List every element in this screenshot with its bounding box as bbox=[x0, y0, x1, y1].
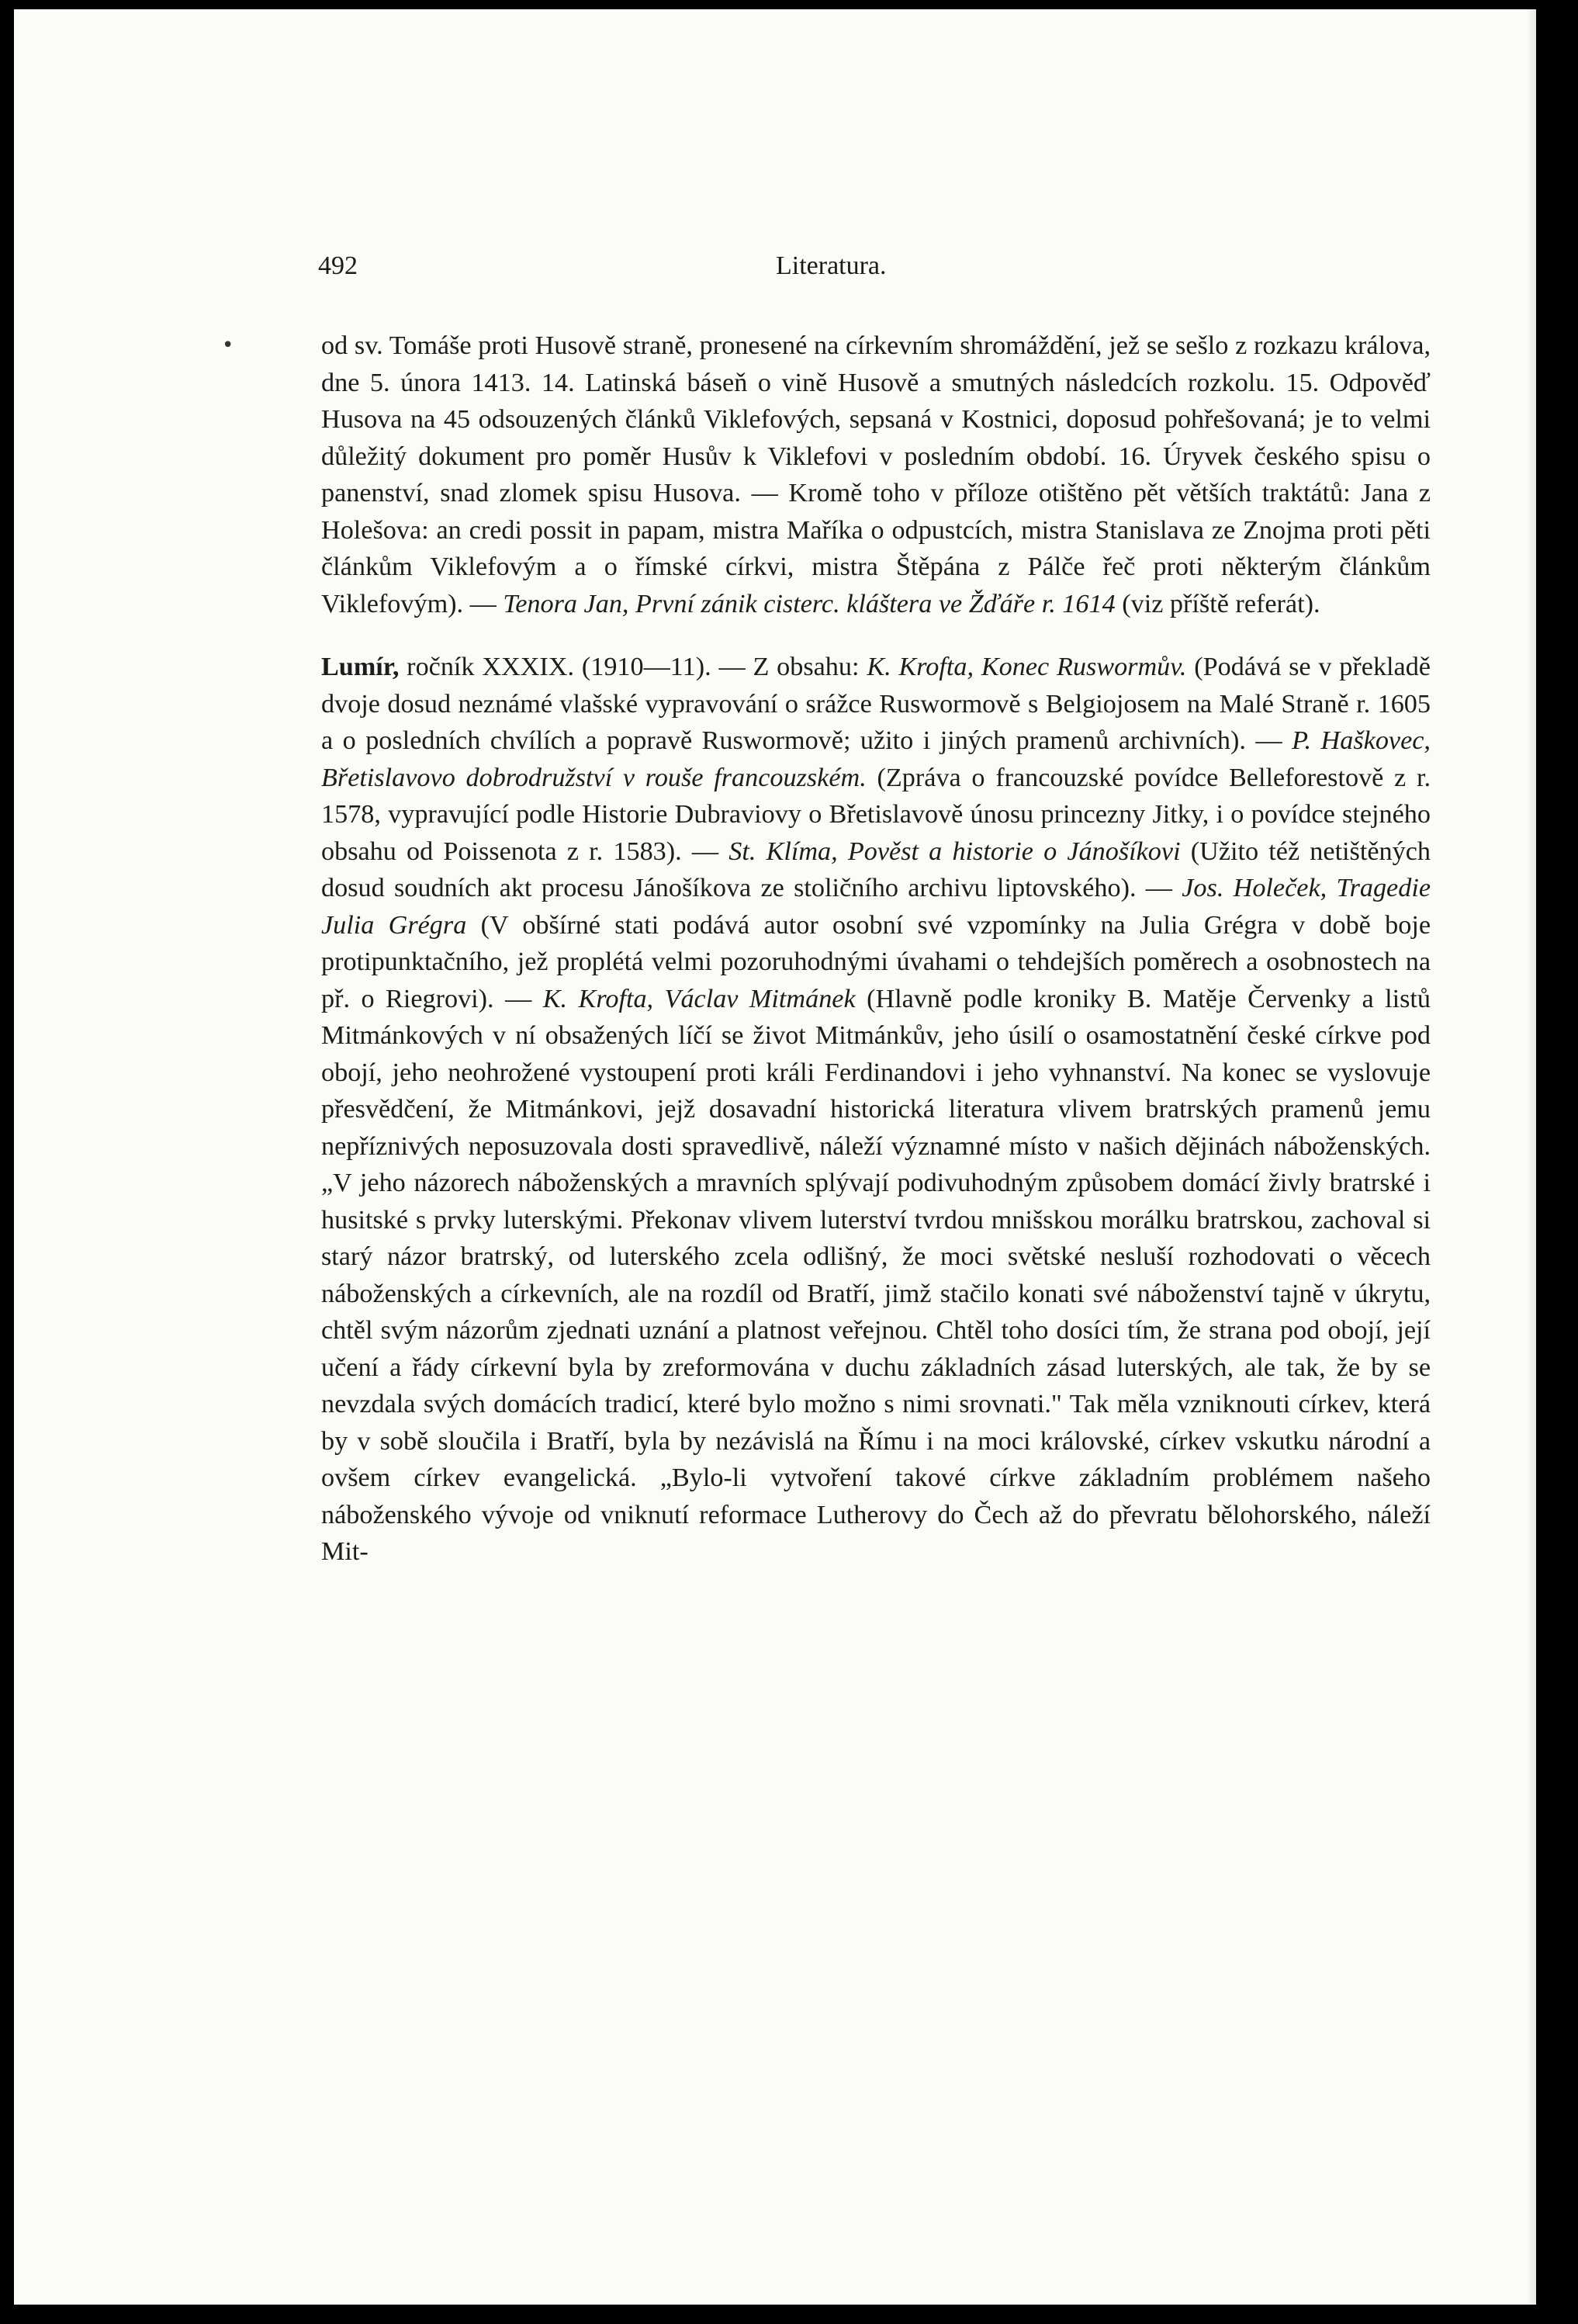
cited-article: P. Haškovec, Břetislavovo dobrodružství v rouše francouzském. bbox=[321, 726, 1431, 792]
paragraph-lumir bbox=[321, 649, 1431, 1571]
page-header bbox=[318, 251, 1426, 298]
book-page bbox=[14, 9, 1536, 2305]
running-title: Literatura. bbox=[776, 251, 887, 280]
cited-article: Jos. Holeček, Tragedie Julia Grégra bbox=[321, 874, 1431, 940]
paragraph-text: (V obšírné stati podává autor osobní své vzpomínky na Julia Grégra v době boje protipunktačního, jež proplétá velmi pozoruhodnými úvahami o tehdejších poměrech a osobnostech na př. o Riegrovi). — bbox=[321, 910, 1431, 1013]
body-text bbox=[321, 327, 1431, 1571]
paragraph-text: (Zpráva o francouzské povídce Belleforestově z r. 1578, vypravující podle Historie Dubraviovy o Břetislavově únosu princezny Jitky, i o povídce stejného obsahu od Poissenota z r. 1583). — bbox=[321, 763, 1431, 866]
cited-article: K. Krofta, Konec Ruswormův. bbox=[867, 653, 1187, 681]
paragraph-text: od sv. Tomáše proti Husově straně, pronesené na církevním shromáždění, jež se sešlo z rozkazu králova, dne 5. února 1413. 14. Latinská báseň o vině Husově a smutných následcích rozkolu. 15. Odpověď Husova na 45 odsouzených článků Viklefových, sepsaná v Kostnici, doposud pohřešovaná; je to velmi důležitý dokument pro poměr Husův k Viklefovi v posledním období. 16. Úryvek českého spisu o panenství, snad zlomek spisu Husova. — Kromě toho v příloze otištěno pět větších traktátů: Jana z Holešova: an credi possit in papam, mistra Maříka o odpustcích, mistra Stanislava ze Znojma proti pěti článkům Viklefovým a o římské církvi, mistra Štěpána z Pálče řeč proti některým článkům Viklefovým). — bbox=[321, 331, 1431, 618]
paragraph-text: (Podává se v překladě dvoje dosud neznámé vlašské vypravování o srážce Ruswormově s Belgiojosem na Malé Straně r. 1605 a o posledních chvílích a popravě Ruswormově; užito i jiných pramenů archivních). — bbox=[321, 653, 1431, 755]
page-number: 492 bbox=[318, 251, 358, 280]
page-edge-shadow bbox=[1527, 9, 1536, 2305]
journal-title: Lumír, bbox=[321, 653, 400, 681]
paragraph-text: (Užito též netištěných dosud soudních akt procesu Jánošíkova ze stoličního archivu liptovského). — bbox=[321, 836, 1431, 902]
paragraph-text: (viz příště referát). bbox=[1115, 589, 1320, 618]
paragraph-husova-polemika bbox=[321, 327, 1431, 622]
paragraph-text: (Hlavně podle kroniky B. Matěje Červenky a listů Mitmánkových v ní obsažených líčí se život Mitmánkův, jeho úsilí o osamostatnění české církve pod obojí, jeho neohrožené vystoupení proti králi Ferdinandovi i jeho vyhnanství. Na konec se vyslovuje přesvědčení, že Mitmánkovi, jejž dosavadní historická literatura vlivem bratrských pramenů jemu nepříznivých neposuzovala dosti spravedlivě, náleží významné místo v našich dějinách náboženských. „V jeho názorech náboženských a mravních splývají podivuhodným způsobem domácí živly bratrské i husitské s prvky luterskými. Překonav vlivem luterství tvrdou mnišskou morálku bratrskou, zachoval si starý názor bratrský, od luterského zcela odlišný, že moci světské nesluší rozhodovati o věcech náboženských a církevních, ale na rozdíl od Bratří, jimž stačilo konati své náboženství tajně v úkrytu, chtěl svým názorům zjednati uznání a platnost veřejnou. Chtěl toho dosíci tím, že strana pod obojí, její učení a řády církevní byla by zreformována v duchu základních zásad luterských, ale tak, že by se nevzdala svých domácích tradicí, které bylo možno s nimi srovnati." Tak měla vzniknouti církev, která by v sobě sloučila i Bratří, byla by nezávislá na Římu i na moci královské, církev vskutku národní a ovšem církev evangelická. „Bylo-li vytvoření takové církve základním problémem našeho náboženského vývoje od vniknutí reformace Lutherovy do Čech až do převratu bělohorského, náleží Mit- bbox=[321, 984, 1431, 1566]
paragraph-text: ročník XXXIX. (1910—11). — Z obsahu: bbox=[399, 653, 867, 681]
cited-article: St. Klíma, Pověst a historie o Jánošíkovi bbox=[728, 836, 1181, 866]
cited-article: K. Krofta, Václav Mitmánek bbox=[542, 984, 856, 1013]
margin-mark: • bbox=[222, 334, 234, 357]
cited-article: Tenora Jan, První zánik cisterc. kláštera ve Žďáře r. 1614 bbox=[503, 589, 1116, 618]
